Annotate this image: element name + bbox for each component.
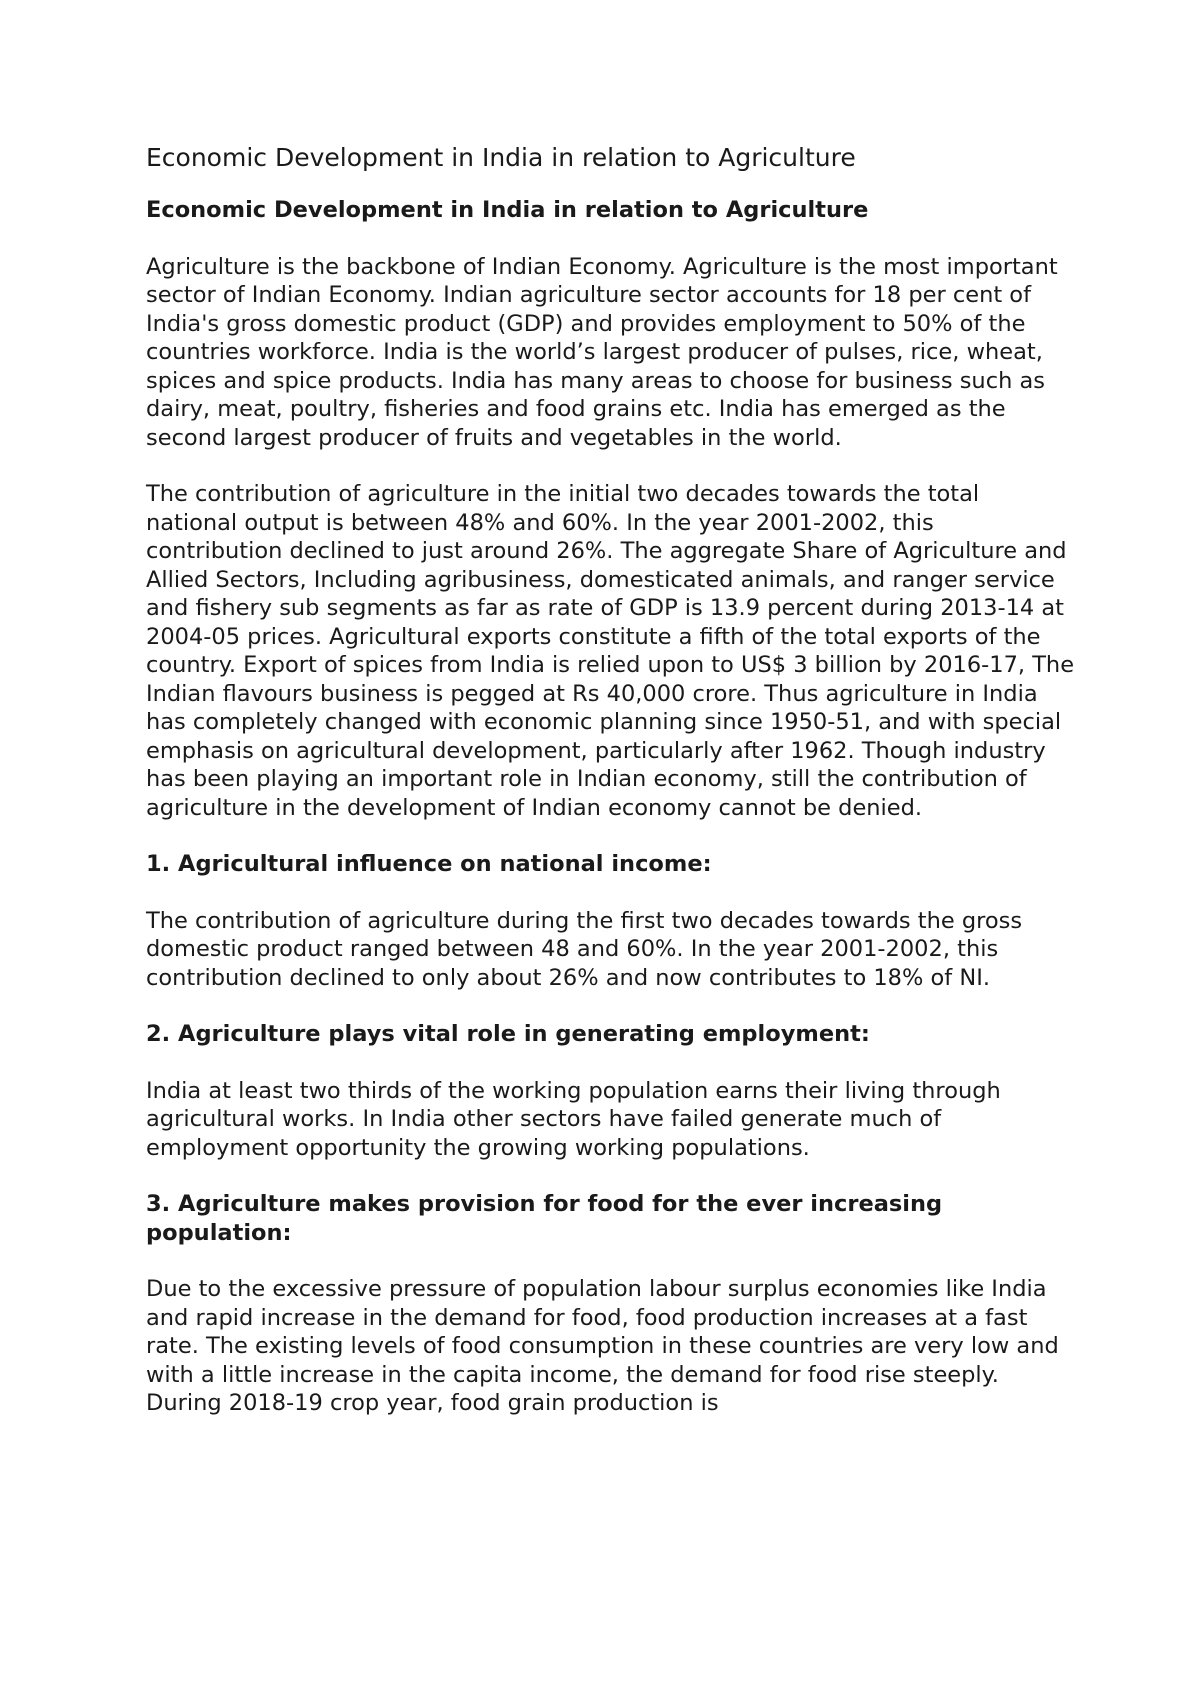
intro-paragraph-1: Agriculture is the backbone of Indian Economy. Agriculture is the most important sector of Indian Economy. Indian agriculture sector accounts for 18 per cent of India's gross domestic product (GDP) and provides employment to 50% of the countries workforce. India is the world’s largest producer of pulses, rice, wheat, spices and spice products. India has many areas to choose for business such as dairy, meat, poultry, fisheries and food grains etc. India has emerged as the second largest producer of fruits and vegetables in the world. bbox=[146, 253, 1058, 451]
intro-paragraph-2: The contribution of agriculture in the initial two decades towards the total national output is between 48% and 60%. In the year 2001-2002, this contribution declined to just around 26%. The aggregate Share of Agriculture and Allied Sectors, Including agribusiness, domesticated animals, and ranger service and fishery sub segments as far as rate of GDP is 13.9 percent during 2013-14 at 2004-05 prices. Agricultural exports constitute a fifth of the total exports of the country. Export of spices from India is relied upon to US$ 3 billion by 2016-17, The Indian flavours business is pegged at Rs 40,000 crore. Thus agriculture in India has completely changed with economic planning since 1950-51, and with special emphasis on agricultural development, particularly after 1962. Though industry has been playing an important role in Indian economy, still the contribution of agriculture in the development of Indian economy cannot be denied. bbox=[146, 481, 1075, 821]
section-heading-food-provision: 3. Agriculture makes provision for food for the ever increasing population: bbox=[146, 1191, 943, 1246]
document-page bbox=[146, 140, 1076, 1446]
section-body-agricultural-influence: The contribution of agriculture during the first two decades towards the gross domestic product ranged between 48 and 60%. In the year 2001-2002, this contribution declined to only about 26% and now contributes to 18% of NI. bbox=[146, 907, 1023, 991]
main-heading: Economic Development in India in relation to Agriculture bbox=[146, 197, 869, 223]
section-body-food-provision: Due to the excessive pressure of population labour surplus economies like India and rapid increase in the demand for food, food production increases at a fast rate. The existing levels of food consumption in these countries are very low and with a little increase in the capita income, the demand for food rise steeply. During 2018-19 crop year, food grain production is bbox=[146, 1276, 1059, 1416]
document-title: Economic Development in India in relation to Agriculture bbox=[146, 143, 856, 172]
section-body-employment: India at least two thirds of the working population earns their living through agricultural works. In India other sectors have failed generate much of employment opportunity the growing working populations. bbox=[146, 1077, 1001, 1161]
section-heading-employment: 2. Agriculture plays vital role in generating employment: bbox=[146, 1021, 870, 1047]
section-heading-agricultural-influence: 1. Agricultural influence on national income: bbox=[146, 851, 712, 877]
